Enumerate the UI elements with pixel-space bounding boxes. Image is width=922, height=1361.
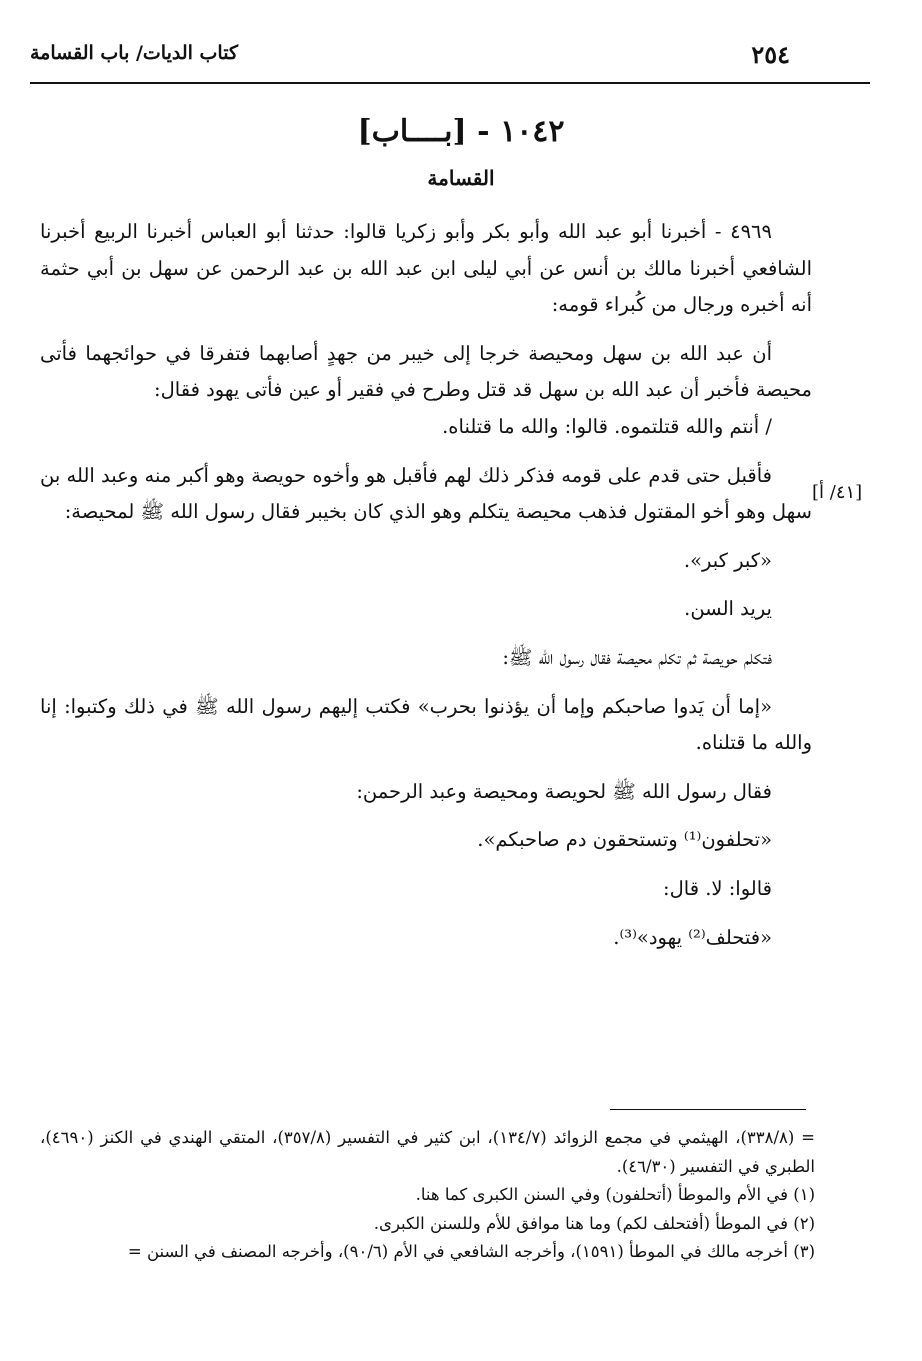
margin-folio-note: [٤١/ أ] [812,482,863,503]
chapter-subtitle: القسامة [427,166,495,190]
page-header [30,40,870,80]
paragraph: أن عبد الله بن سهل ومحيصة خرجا إلى خيبر من جهدٍ أصابهما فتفرقا في حوائجهما فأتى محيصة فأخبر أن عبد الله بن سهل قد قتل وطرح في فقير أو عين فأتى يهود فقال: [40,341,812,402]
main-text [40,214,812,956]
running-title: كتاب الديات/ باب القسامة [30,42,238,64]
header-rule [30,82,870,84]
footnote-rule [610,1109,806,1110]
footnote: (٣) أخرجه مالك في الموطأ (١٥٩١)، وأخرجه الشافعي في الأم (٩٠/٦)، وأخرجه المصنف في السنن = [127,1242,815,1261]
chapter-title: ١٠٤٢ - [بــــاب] [357,114,565,149]
paragraph: «إما أن يَدوا صاحبكم وإما أن يؤذنوا بحرب» فكتب إليهم رسول الله ﷺ في ذلك وكتبوا: إنا والله ما قتلناه. [40,694,812,755]
paragraph: فقال رسول الله ﷺ لحويصة ومحيصة وعبد الرحمن: [356,779,772,803]
footnotes [40,1124,815,1267]
paragraph: / أنتم والله قتلتموه. قالوا: والله ما قتلناه. [442,414,772,438]
paragraph: قالوا: لا. قال: [663,876,772,900]
paragraph: فأقبل حتى قدم على قومه فذكر ذلك لهم فأقبل هو وأخوه حويصة وهو أكبر منه وعبد الله بن سهل وهو أخو المقتول فذهب محيصة يتكلم وهو الذي كان بخيبر فقال رسول الله ﷺ لمحيصة: [40,463,812,524]
page-number: ٢٥٤ [751,40,790,69]
paragraph: فتكلم حويصة ثم تكلم محيصة فقال رسول الله ﷺ: [502,645,772,669]
footnote: (١) في الأم والموطأ (أتحلفون) وفي السنن الكبرى كما هنا. [415,1185,815,1204]
footnote-continuation: = (٣٣٨/٨)، الهيثمي في مجمع الزوائد (١٣٤/٧)، ابن كثير في التفسير (٣٥٧/٨)، المتقي الهندي في الكنز (٤٦٩٠)، الطبري في التفسير (٤٦/٣٠). [40,1128,815,1176]
paragraph: «كبر كبر». [683,548,772,572]
paragraph: «فتحلف⁽²⁾ يهود»⁽³⁾. [613,925,772,949]
paragraph: يريد السن. [684,597,772,621]
hadith-isnad: ٤٩٦٩ - أخبرنا أبو عبد الله وأبو بكر وأبو زكريا قالوا: حدثنا أبو العباس أخبرنا الربيع أخبرنا الشافعي أخبرنا مالك بن أنس عن أبي ليلى ابن عبد الله بن عبد الرحمن عن سهل بن أبي حثمة أنه أخبره ورجال من كُبراء قومه: [40,220,812,317]
footnote: (٢) في الموطأ (أفتحلف لكم) وما هنا موافق للأم وللسنن الكبرى. [373,1213,815,1233]
paragraph: «تحلفون⁽¹⁾ وتستحقون دم صاحبكم». [477,828,772,852]
